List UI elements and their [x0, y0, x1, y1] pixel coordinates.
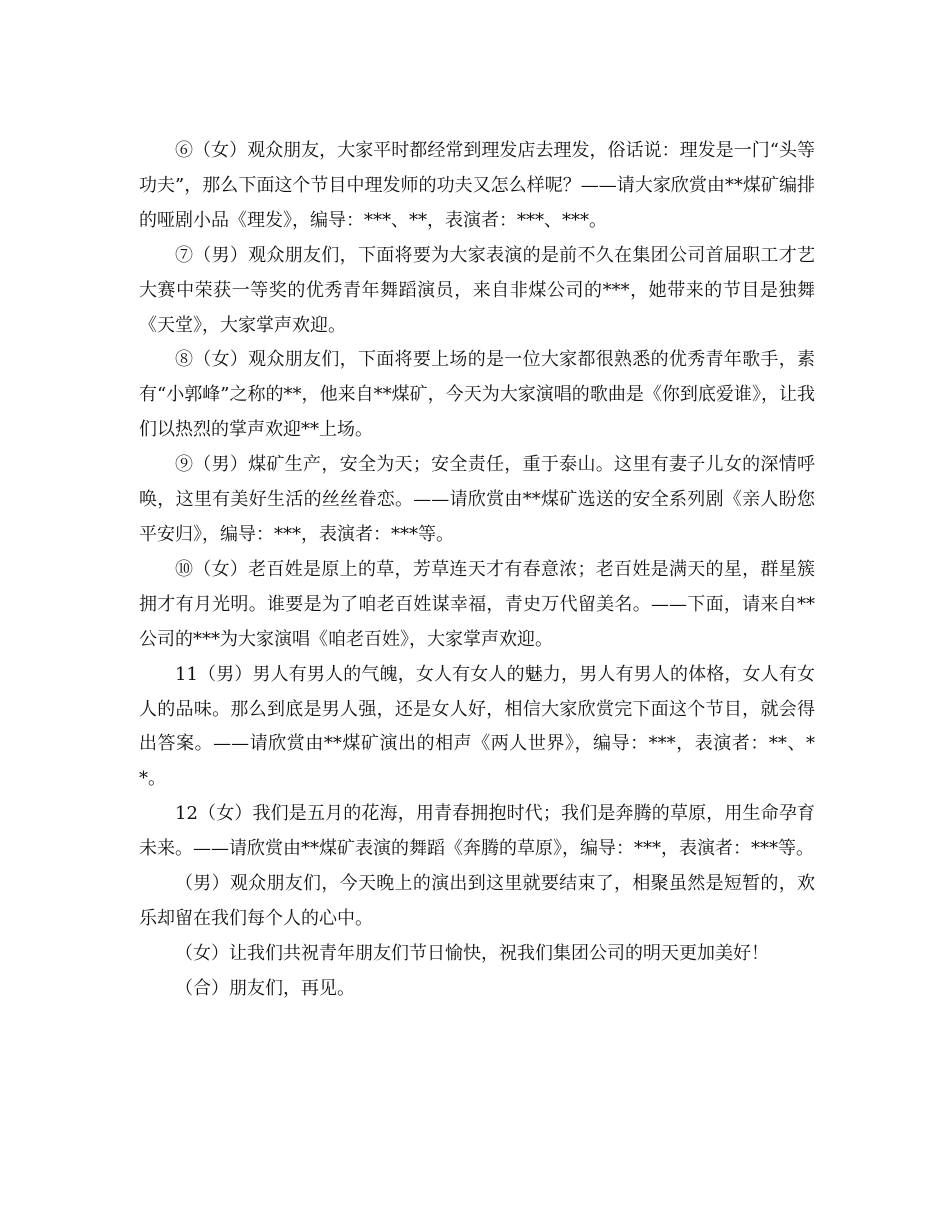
paragraph-7: ⑦（男）观众朋友们，下面将要为大家表演的是前不久在集团公司首届职工才艺大赛中荣获一等奖的优秀青年舞蹈演员，来自非煤公司的***，她带来的节目是独舞《天堂》，大家掌声欢迎。	[139, 244, 815, 336]
paragraph-9: ⑨（男）煤矿生产，安全为天；安全责任，重于泰山。这里有妻子儿女的深情呼唤，这里有美好生活的丝丝眷恋。——请欣赏由**煤矿选送的安全系列剧《亲人盼您平安归》，编导：***，表演者：***等。	[139, 454, 815, 545]
closing-male: （男）观众朋友们，今天晚上的演出到这里就要结束了，相聚虽然是短暂的，欢乐却留在我们每个人的心中。	[139, 873, 815, 929]
paragraph-6: ⑥（女）观众朋友，大家平时都经常到理发店去理发，俗话说：理发是一门“头等功夫”，那么下面这个节目中理发师的功夫又怎么样呢？——请大家欣赏由**煤矿编排的哑剧小品《理发》，编导：***、**，表演者：***、***。	[139, 140, 815, 231]
closing-female: （女）让我们共祝青年朋友们节日愉快，祝我们集团公司的明天更加美好！	[175, 942, 769, 964]
paragraph-10: ⑩（女）老百姓是原上的草，芳草连天才有春意浓；老百姓是满天的星，群星簇拥才有月光明。谁要是为了咱老百姓谋幸福，青史万代留美名。——下面，请来自**公司的***为大家演唱《咱老百姓》，大家掌声欢迎。	[139, 558, 815, 650]
paragraph-11: 11（男）男人有男人的气魄，女人有女人的魅力，男人有男人的体格，女人有女人的品味。那么到底是男人强，还是女人好，相信大家欣赏完下面这个节目，就会得出答案。——请欣赏由**煤矿演出的相声《两人世界》，编导：***，表演者：**、**。	[139, 663, 815, 790]
paragraph-8: ⑧（女）观众朋友们，下面将要上场的是一位大家都很熟悉的优秀青年歌手，素有“小郭峰”之称的**，他来自**煤矿，今天为大家演唱的歌曲是《你到底爱谁》，让我们以热烈的掌声欢迎**上场。	[139, 349, 815, 441]
document-body	[139, 134, 815, 1007]
closing-together: （合）朋友们，再见。	[175, 977, 355, 999]
paragraph-12: 12（女）我们是五月的花海，用青春拥抱时代；我们是奔腾的草原，用生命孕育未来。——请欣赏由**煤矿表演的舞蹈《奔腾的草原》，编导：***，表演者：***等。	[139, 803, 815, 860]
